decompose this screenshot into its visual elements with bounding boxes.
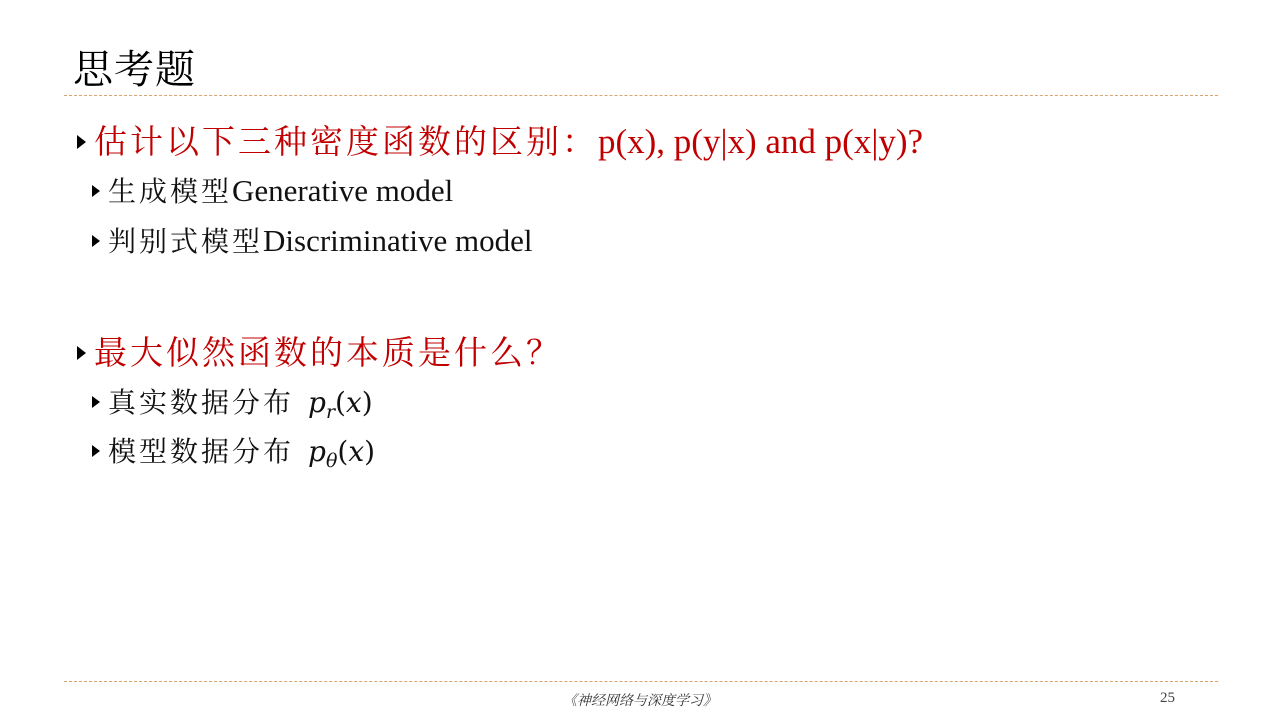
bullet-triangle-icon bbox=[77, 346, 86, 360]
question-1-cn: 估计以下三种密度函数的区别： bbox=[94, 122, 598, 161]
bullet-triangle-icon bbox=[92, 396, 100, 408]
question-1 bbox=[77, 116, 923, 163]
item-en: Generative model bbox=[232, 173, 454, 208]
item-cn: 生成模型 bbox=[108, 175, 233, 208]
question-1-item bbox=[92, 170, 453, 210]
question-2-item bbox=[92, 430, 375, 472]
question-1-item bbox=[92, 220, 532, 260]
math-expression: $p_\theta(x)$ bbox=[308, 435, 376, 472]
question-2-item bbox=[92, 381, 373, 423]
item-cn: 模型数据分布 bbox=[108, 435, 295, 468]
bullet-triangle-icon bbox=[92, 185, 100, 197]
question-2-text: 最大似然函数的本质是什么？ bbox=[94, 333, 562, 372]
item-cn: 真实数据分布 bbox=[108, 386, 295, 419]
page-number: 25 bbox=[1160, 690, 1175, 706]
header-divider bbox=[64, 95, 1218, 96]
item-cn: 判别式模型 bbox=[108, 225, 264, 258]
bullet-triangle-icon bbox=[77, 135, 86, 149]
bullet-triangle-icon bbox=[92, 235, 100, 247]
footer-book-title: 《神经网络与深度学习》 bbox=[563, 693, 717, 709]
slide-title: 思考题 bbox=[73, 47, 196, 93]
bullet-triangle-icon bbox=[92, 445, 100, 457]
math-expression: $p_r(x)$ bbox=[308, 386, 373, 423]
footer-divider bbox=[64, 681, 1218, 682]
question-2 bbox=[77, 327, 562, 374]
question-1-formula: p(x), p(y|x) and p(x|y)? bbox=[598, 122, 924, 161]
item-en: Discriminative model bbox=[263, 223, 533, 258]
